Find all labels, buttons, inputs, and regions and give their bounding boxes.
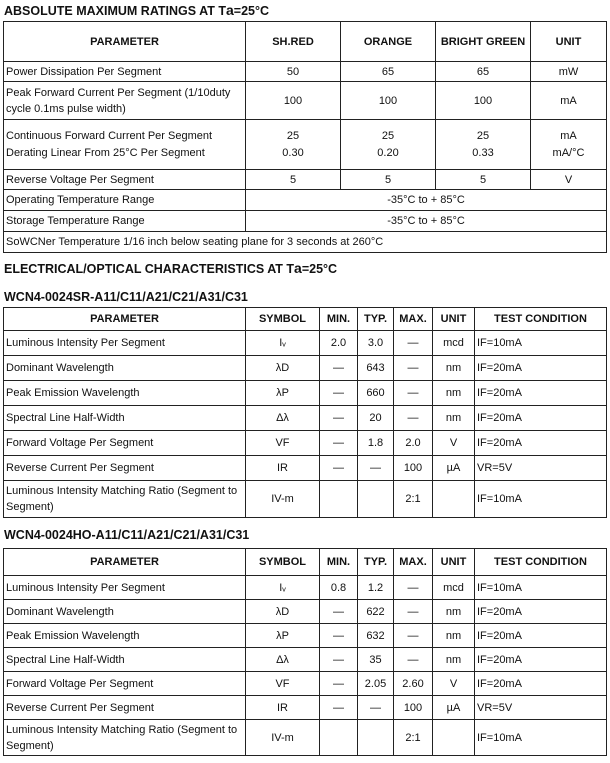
table-row	[4, 211, 607, 232]
param-cell: Peak Forward Current Per Segment (1/10duty cycle 0.1ms pulse width)	[4, 82, 246, 120]
table-row: Luminous Intensity Per Segment Iᵥ 0.8 1.2 — mcd IF=10mA	[4, 576, 607, 600]
table-header-row	[4, 549, 607, 576]
col-header: MAX.	[394, 549, 433, 576]
sr-characteristics-table	[3, 307, 607, 518]
table-row: Luminous Intensity Matching Ratio (Segment to Segment) IV-m 2:1 IF=10mA	[4, 481, 607, 518]
ho-characteristics-table	[3, 548, 607, 756]
param-cell: Power Dissipation Per Segment	[4, 62, 246, 82]
value-cell: 25 0.33	[436, 120, 531, 170]
param-cell: Storage Temperature Range	[4, 211, 246, 232]
col-header: SYMBOL	[246, 549, 320, 576]
param-cell: Reverse Voltage Per Segment	[4, 170, 246, 190]
col-header: SYMBOL	[246, 308, 320, 331]
value-cell: 100	[341, 82, 436, 120]
col-header: PARAMETER	[4, 549, 246, 576]
table-row: Forward Voltage Per Segment VF — 1.8 2.0 V IF=20mA	[4, 431, 607, 456]
table-header-row	[4, 22, 607, 62]
unit-cell: mA mA/°C	[531, 120, 607, 170]
table-row: Dominant Wavelength λD — 643 — nm IF=20mA	[4, 356, 607, 381]
col-header: MIN.	[320, 308, 358, 331]
col-header: TEST CONDITION	[475, 308, 607, 331]
col-header: UNIT	[433, 308, 475, 331]
value-cell: -35°C to + 85°C	[246, 211, 607, 232]
table-row	[4, 232, 607, 253]
unit-cell: mA	[531, 82, 607, 120]
col-header: TEST CONDITION	[475, 549, 607, 576]
value-cell: 5	[436, 170, 531, 190]
col-header: PARAMETER	[4, 22, 246, 62]
col-header: SH.RED	[246, 22, 341, 62]
table-row: Spectral Line Half-Width Δλ — 35 — nm IF=20mA	[4, 648, 607, 672]
value-cell: 25 0.30	[246, 120, 341, 170]
value-cell: 65	[436, 62, 531, 82]
col-header: TYP.	[358, 308, 394, 331]
param-cell: Operating Temperature Range	[4, 190, 246, 211]
table-row	[4, 170, 607, 190]
col-header: PARAMETER	[4, 308, 246, 331]
value-cell: 65	[341, 62, 436, 82]
note-cell: SoWCNer Temperature 1/16 inch below seating plane for 3 seconds at 260°C	[4, 232, 607, 253]
table-row: Reverse Current Per Segment IR — — 100 µA VR=5V	[4, 456, 607, 481]
col-header: TYP.	[358, 549, 394, 576]
value-cell: 5	[341, 170, 436, 190]
param-line: Derating Linear From 25°C Per Segment	[6, 146, 205, 159]
table-row	[4, 62, 607, 82]
param-cell	[4, 120, 246, 170]
table-row: Forward Voltage Per Segment VF — 2.05 2.60 V IF=20mA	[4, 672, 607, 696]
table-header-row	[4, 308, 607, 331]
col-header: ORANGE	[341, 22, 436, 62]
abs-ratings-title: ABSOLUTE MAXIMUM RATINGS AT Ta=25°C	[4, 2, 270, 18]
table-row: Spectral Line Half-Width Δλ — 20 — nm IF=20mA	[4, 406, 607, 431]
param-line: Continuous Forward Current Per Segment	[6, 129, 213, 142]
unit-cell: V	[531, 170, 607, 190]
col-header: BRIGHT GREEN	[436, 22, 531, 62]
value-cell: 25 0.20	[341, 120, 436, 170]
elec-title: ELECTRICAL/OPTICAL CHARACTERISTICS AT Ta=25°C	[4, 260, 338, 276]
col-header: MAX.	[394, 308, 433, 331]
table-row	[4, 190, 607, 211]
col-header: UNIT	[531, 22, 607, 62]
col-header: UNIT	[433, 549, 475, 576]
table-row: Reverse Current Per Segment IR — — 100 µA VR=5V	[4, 696, 607, 720]
table-row	[4, 120, 607, 170]
table-row: Peak Emission Wavelength λP — 632 — nm IF=20mA	[4, 624, 607, 648]
table-row: Luminous Intensity Per Segment Iᵥ 2.0 3.0 — mcd IF=10mA	[4, 331, 607, 356]
value-cell: 100	[246, 82, 341, 120]
value-cell: 5	[246, 170, 341, 190]
table-row: Luminous Intensity Matching Ratio (Segment to Segment) IV-m 2:1 IF=10mA	[4, 720, 607, 756]
table1-title: WCN4-0024SR-A11/C11/A21/C21/A31/C31	[4, 290, 248, 304]
unit-cell: mW	[531, 62, 607, 82]
table2-title: WCN4-0024HO-A11/C11/A21/C21/A31/C31	[4, 528, 250, 542]
value-cell: -35°C to + 85°C	[246, 190, 607, 211]
table-row: Dominant Wavelength λD — 622 — nm IF=20mA	[4, 600, 607, 624]
table-row	[4, 82, 607, 120]
value-cell: 50	[246, 62, 341, 82]
abs-ratings-table	[3, 21, 607, 253]
value-cell: 100	[436, 82, 531, 120]
col-header: MIN.	[320, 549, 358, 576]
table-row: Peak Emission Wavelength λP — 660 — nm IF=20mA	[4, 381, 607, 406]
